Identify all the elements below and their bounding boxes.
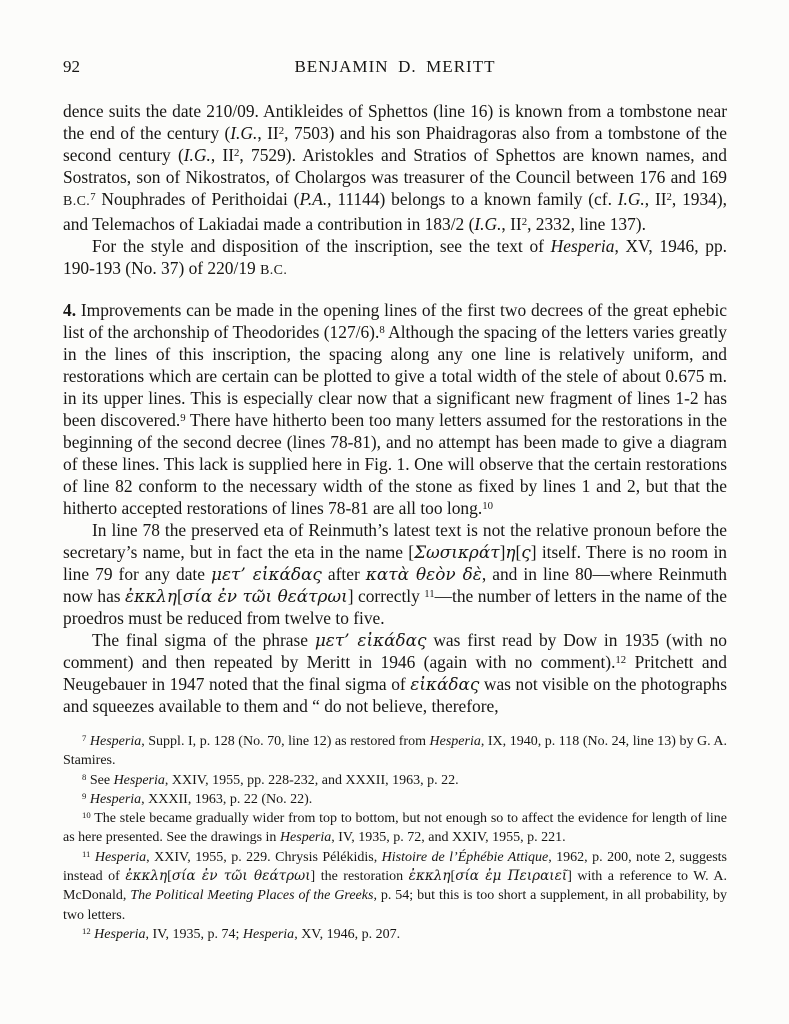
body-paragraph-style-note: For the style and disposition of the inscription, see the text of Hesperia, XV, 1946, pp. 190-193 (No. 37) of 220/19 B.C. [63, 236, 727, 278]
footnote-8: $^8$ See Hesperia, XXIV, 1955, pp. 228-232, and XXXII, 1963, p. 22. [82, 771, 459, 788]
running-header [63, 57, 727, 77]
footnotes-section [63, 732, 727, 944]
body-text [63, 100, 727, 717]
footnote-11: $^{11}$ Hesperia, XXIV, 1955, p. 229. Chrysis Pélékidis, Histoire de l’Éphébie Attique, 1962, p. 200, note 2, suggests instead of ἐκκλη[σία ἐν τῶι θεάτρωι] the restoration ἐκκλη[σία ἐμ Πειραιεῖ] with a reference to W. A. McDonald, The Political Meeting Places of the Greeks, p. 54; but this is too short a supplement, in all probability, by two letters. [63, 848, 728, 923]
footnote-9: $^9$ Hesperia, XXXII, 1963, p. 22 (No. 22). [82, 791, 313, 807]
body-paragraph-final-sigma: The final sigma of the phrase μετ’ εἰκάδας was first read by Dow in 1935 (with no comment) and then repeated by Meritt in 1946 (again with no comment).$^{12}$ Pritchett and Neugebauer in 1947 noted that the final sigma of εἰκάδας was not visible on the photographs and squeezes available to them and “ do not believe, therefore, [63, 630, 727, 716]
footnote-10: $^{10}$ The stele became gradually wider from top to bottom, but not enough so to affect the evidence for length of line as here presented. See the drawings in Hesperia, IV, 1935, p. 72, and XXIV, 1955, p. 221. [63, 810, 727, 846]
footnote-12: $^{12}$ Hesperia, IV, 1935, p. 74; Hesperia, XV, 1946, p. 207. [82, 926, 401, 942]
body-paragraph-line-78: In line 78 the preserved eta of Reinmuth’s latest text is not the relative pronoun before the secretary’s name, but in fact the eta in the name [Σωσικράτ]η[ς] itself. There is no room in line 79 for any date μετ’ εἰκάδας after κατὰ θεὸν δὲ, and in line 80—where Reinmuth now has ἐκκλη[σία ἐν τῶι θεάτρωι] correctly $^{11}$—the number of letters in the name of the proedros must be reduced from twelve to five. [63, 520, 728, 628]
page-number: 92 [63, 57, 80, 76]
footnote-7: $^7$ Hesperia, Suppl. I, p. 128 (No. 70, line 12) as restored from Hesperia, IX, 1940, p. 118 (No. 24, line 13) by G. A. Stamires. [63, 733, 727, 769]
body-paragraph-continuation: dence suits the date 210/09. Antikleides of Sphettos (line 16) is known from a tombstone near the end of the century (I.G., $II^2$, 7503) and his son Phaidragoras also from a tombstone of the second century (I.G., $II^2$, 7529). Aristokles and Stratios of Sphettos are known names, and Sostratos, son of Nikostratos, of Cholargos was treasurer of the Council between 176 and 169 B.C.$^7$ Nouphrades of Perithoidai (P.A., 11144) belongs to a known family (cf. I.G., $II^2$, 1934), and Telemachos of Lakiadai made a contribution in 183/2 (I.G., $II^2$, 2332, line 137). [63, 101, 728, 234]
running-head-author: BENJAMIN D. MERITT [294, 57, 496, 76]
body-paragraph-section-4: 4. Improvements can be made in the opening lines of the first two decrees of the great ephebic list of the archonship of Theodorides (127/6).$^8$ Although the spacing of the letters varies greatly in the lines of this inscription, the spacing along any one line is relatively uniform, and restorations which are certain can be plotted to give a total width of the stele of about 0.675 m. in its upper lines. This is especially clear now that a significant new fragment of lines 1-2 has been discovered.$^9$ There have hitherto been too many letters assumed for the restorations in the beginning of the second decree (lines 78-81), and no attempt has been made to give a diagram of these lines. This lack is supplied here in Fig. 1. One will observe that the certain restorations of line 82 conform to the necessary width of the stone as fixed by lines 1 and 2, but that the hitherto accepted restorations of lines 78-81 are all too long.$^{10}$ [63, 300, 727, 518]
